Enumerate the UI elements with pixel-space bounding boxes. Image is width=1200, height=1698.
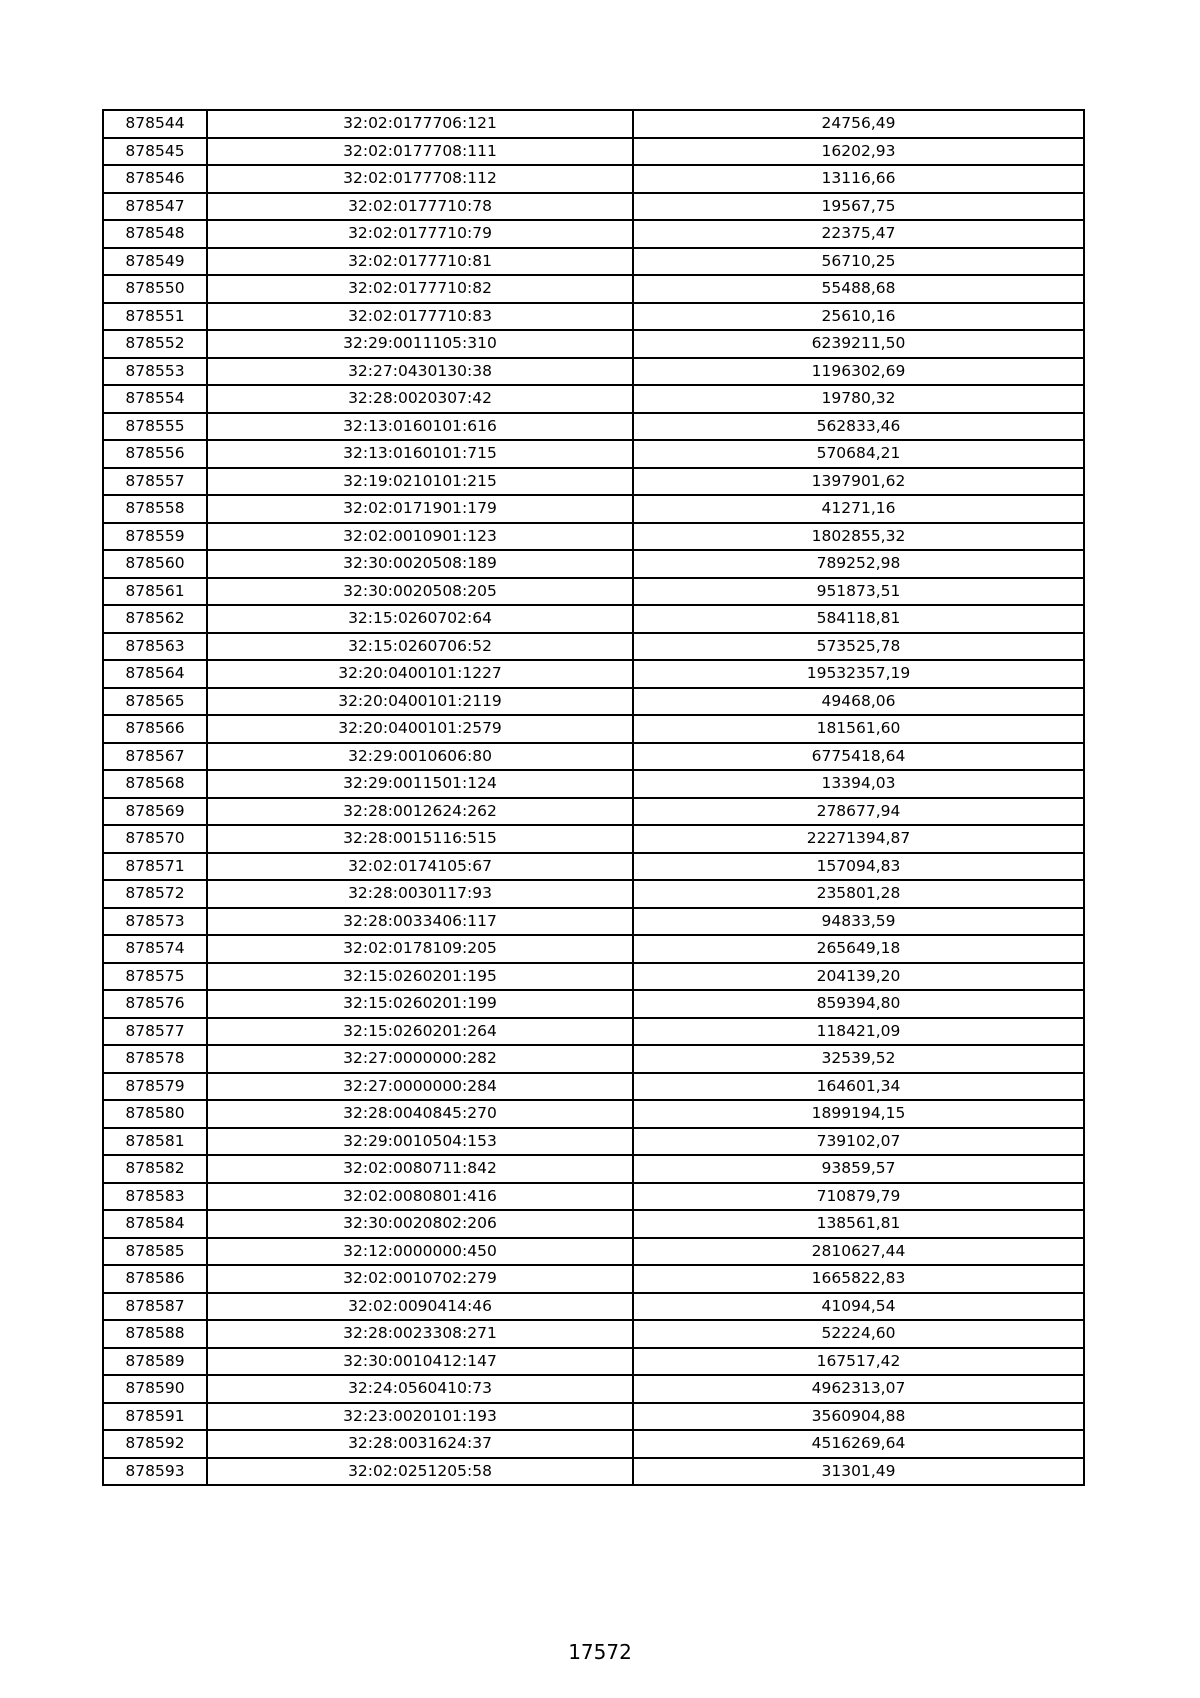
table-row — [103, 715, 1084, 743]
cadastral-value-cell: 56710,25 — [633, 248, 1084, 276]
row-number-cell: 878582 — [103, 1155, 207, 1183]
cadastral-number-cell: 32:28:0023308:271 — [207, 1320, 633, 1348]
cadastral-number-cell: 32:15:0260201:195 — [207, 963, 633, 991]
cadastral-value-cell: 573525,78 — [633, 633, 1084, 661]
row-number-cell: 878552 — [103, 330, 207, 358]
cadastral-number-cell: 32:29:0010504:153 — [207, 1128, 633, 1156]
table-row — [103, 193, 1084, 221]
table-row — [103, 743, 1084, 771]
cadastral-number-cell: 32:15:0260201:199 — [207, 990, 633, 1018]
cadastral-number-cell: 32:02:0177706:121 — [207, 110, 633, 138]
table-body — [103, 110, 1084, 1485]
cadastral-number-cell: 32:20:0400101:1227 — [207, 660, 633, 688]
cadastral-value-cell: 41094,54 — [633, 1293, 1084, 1321]
cadastral-value-table — [102, 109, 1085, 1486]
cadastral-value-cell: 1397901,62 — [633, 468, 1084, 496]
cadastral-value-cell: 789252,98 — [633, 550, 1084, 578]
cadastral-value-cell: 951873,51 — [633, 578, 1084, 606]
table-row — [103, 1430, 1084, 1458]
table-row — [103, 523, 1084, 551]
cadastral-number-cell: 32:19:0210101:215 — [207, 468, 633, 496]
cadastral-number-cell: 32:30:0020508:205 — [207, 578, 633, 606]
row-number-cell: 878579 — [103, 1073, 207, 1101]
cadastral-value-cell: 710879,79 — [633, 1183, 1084, 1211]
cadastral-number-cell: 32:20:0400101:2579 — [207, 715, 633, 743]
cadastral-number-cell: 32:02:0177710:78 — [207, 193, 633, 221]
cadastral-value-cell: 167517,42 — [633, 1348, 1084, 1376]
cadastral-value-cell: 24756,49 — [633, 110, 1084, 138]
table-row — [103, 495, 1084, 523]
table-row — [103, 468, 1084, 496]
row-number-cell: 878568 — [103, 770, 207, 798]
cadastral-value-cell: 138561,81 — [633, 1210, 1084, 1238]
table-row — [103, 1210, 1084, 1238]
cadastral-value-cell: 55488,68 — [633, 275, 1084, 303]
row-number-cell: 878562 — [103, 605, 207, 633]
cadastral-value-cell: 739102,07 — [633, 1128, 1084, 1156]
cadastral-number-cell: 32:02:0090414:46 — [207, 1293, 633, 1321]
cadastral-number-cell: 32:15:0260702:64 — [207, 605, 633, 633]
cadastral-value-cell: 1665822,83 — [633, 1265, 1084, 1293]
cadastral-number-cell: 32:02:0010901:123 — [207, 523, 633, 551]
cadastral-value-cell: 6775418,64 — [633, 743, 1084, 771]
cadastral-number-cell: 32:29:0010606:80 — [207, 743, 633, 771]
table-row — [103, 853, 1084, 881]
cadastral-number-cell: 32:24:0560410:73 — [207, 1375, 633, 1403]
table-row — [103, 330, 1084, 358]
cadastral-value-cell: 52224,60 — [633, 1320, 1084, 1348]
cadastral-number-cell: 32:27:0000000:284 — [207, 1073, 633, 1101]
cadastral-value-cell: 204139,20 — [633, 963, 1084, 991]
cadastral-number-cell: 32:13:0160101:616 — [207, 413, 633, 441]
cadastral-number-cell: 32:02:0171901:179 — [207, 495, 633, 523]
cadastral-number-cell: 32:15:0260201:264 — [207, 1018, 633, 1046]
cadastral-number-cell: 32:28:0030117:93 — [207, 880, 633, 908]
row-number-cell: 878585 — [103, 1238, 207, 1266]
row-number-cell: 878583 — [103, 1183, 207, 1211]
table-row — [103, 1293, 1084, 1321]
cadastral-value-cell: 19780,32 — [633, 385, 1084, 413]
table-row — [103, 1403, 1084, 1431]
table-row — [103, 633, 1084, 661]
table-row — [103, 275, 1084, 303]
row-number-cell: 878575 — [103, 963, 207, 991]
row-number-cell: 878564 — [103, 660, 207, 688]
row-number-cell: 878551 — [103, 303, 207, 331]
table-row — [103, 688, 1084, 716]
table-row — [103, 1348, 1084, 1376]
cadastral-value-cell: 570684,21 — [633, 440, 1084, 468]
row-number-cell: 878573 — [103, 908, 207, 936]
cadastral-number-cell: 32:13:0160101:715 — [207, 440, 633, 468]
table-row — [103, 660, 1084, 688]
row-number-cell: 878592 — [103, 1430, 207, 1458]
cadastral-number-cell: 32:02:0010702:279 — [207, 1265, 633, 1293]
table-row — [103, 358, 1084, 386]
table-row — [103, 1045, 1084, 1073]
row-number-cell: 878549 — [103, 248, 207, 276]
cadastral-value-cell: 32539,52 — [633, 1045, 1084, 1073]
table-row — [103, 165, 1084, 193]
cadastral-number-cell: 32:30:0020508:189 — [207, 550, 633, 578]
cadastral-value-cell: 4962313,07 — [633, 1375, 1084, 1403]
row-number-cell: 878558 — [103, 495, 207, 523]
table-row — [103, 138, 1084, 166]
row-number-cell: 878553 — [103, 358, 207, 386]
table-row — [103, 908, 1084, 936]
cadastral-value-cell: 13394,03 — [633, 770, 1084, 798]
table-row — [103, 963, 1084, 991]
row-number-cell: 878593 — [103, 1458, 207, 1486]
cadastral-value-cell: 2810627,44 — [633, 1238, 1084, 1266]
cadastral-number-cell: 32:27:0430130:38 — [207, 358, 633, 386]
table-row — [103, 880, 1084, 908]
cadastral-value-cell: 19567,75 — [633, 193, 1084, 221]
cadastral-number-cell: 32:28:0020307:42 — [207, 385, 633, 413]
cadastral-number-cell: 32:30:0010412:147 — [207, 1348, 633, 1376]
row-number-cell: 878577 — [103, 1018, 207, 1046]
cadastral-value-cell: 1196302,69 — [633, 358, 1084, 386]
row-number-cell: 878570 — [103, 825, 207, 853]
row-number-cell: 878561 — [103, 578, 207, 606]
row-number-cell: 878576 — [103, 990, 207, 1018]
row-number-cell: 878572 — [103, 880, 207, 908]
row-number-cell: 878569 — [103, 798, 207, 826]
table-row — [103, 1155, 1084, 1183]
cadastral-value-cell: 93859,57 — [633, 1155, 1084, 1183]
row-number-cell: 878578 — [103, 1045, 207, 1073]
cadastral-number-cell: 32:30:0020802:206 — [207, 1210, 633, 1238]
row-number-cell: 878566 — [103, 715, 207, 743]
cadastral-value-cell: 164601,34 — [633, 1073, 1084, 1101]
table-row — [103, 1018, 1084, 1046]
table-row — [103, 248, 1084, 276]
row-number-cell: 878574 — [103, 935, 207, 963]
cadastral-value-cell: 1802855,32 — [633, 523, 1084, 551]
row-number-cell: 878571 — [103, 853, 207, 881]
cadastral-value-cell: 278677,94 — [633, 798, 1084, 826]
cadastral-number-cell: 32:02:0177710:79 — [207, 220, 633, 248]
table-row — [103, 1073, 1084, 1101]
cadastral-value-cell: 41271,16 — [633, 495, 1084, 523]
cadastral-number-cell: 32:02:0177708:111 — [207, 138, 633, 166]
row-number-cell: 878560 — [103, 550, 207, 578]
cadastral-value-cell: 19532357,19 — [633, 660, 1084, 688]
row-number-cell: 878557 — [103, 468, 207, 496]
row-number-cell: 878556 — [103, 440, 207, 468]
cadastral-value-cell: 859394,80 — [633, 990, 1084, 1018]
cadastral-value-cell: 1899194,15 — [633, 1100, 1084, 1128]
cadastral-value-cell: 4516269,64 — [633, 1430, 1084, 1458]
cadastral-value-cell: 235801,28 — [633, 880, 1084, 908]
cadastral-number-cell: 32:27:0000000:282 — [207, 1045, 633, 1073]
row-number-cell: 878565 — [103, 688, 207, 716]
row-number-cell: 878559 — [103, 523, 207, 551]
row-number-cell: 878587 — [103, 1293, 207, 1321]
table-row — [103, 413, 1084, 441]
table-row — [103, 1320, 1084, 1348]
cadastral-number-cell: 32:29:0011501:124 — [207, 770, 633, 798]
cadastral-value-cell: 3560904,88 — [633, 1403, 1084, 1431]
cadastral-value-cell: 25610,16 — [633, 303, 1084, 331]
table-row — [103, 303, 1084, 331]
cadastral-value-cell: 118421,09 — [633, 1018, 1084, 1046]
cadastral-value-cell: 6239211,50 — [633, 330, 1084, 358]
cadastral-number-cell: 32:02:0251205:58 — [207, 1458, 633, 1486]
table-row — [103, 550, 1084, 578]
cadastral-value-cell: 13116,66 — [633, 165, 1084, 193]
row-number-cell: 878580 — [103, 1100, 207, 1128]
cadastral-number-cell: 32:02:0178109:205 — [207, 935, 633, 963]
table-row — [103, 1100, 1084, 1128]
cadastral-number-cell: 32:02:0177710:82 — [207, 275, 633, 303]
cadastral-number-cell: 32:28:0040845:270 — [207, 1100, 633, 1128]
cadastral-value-cell: 22271394,87 — [633, 825, 1084, 853]
table-row — [103, 935, 1084, 963]
row-number-cell: 878563 — [103, 633, 207, 661]
row-number-cell: 878550 — [103, 275, 207, 303]
table-row — [103, 1458, 1084, 1486]
cadastral-number-cell: 32:15:0260706:52 — [207, 633, 633, 661]
row-number-cell: 878588 — [103, 1320, 207, 1348]
row-number-cell: 878586 — [103, 1265, 207, 1293]
cadastral-number-cell: 32:28:0015116:515 — [207, 825, 633, 853]
cadastral-number-cell: 32:02:0177708:112 — [207, 165, 633, 193]
table-row — [103, 440, 1084, 468]
table-row — [103, 1238, 1084, 1266]
cadastral-number-cell: 32:02:0177710:81 — [207, 248, 633, 276]
cadastral-value-cell: 181561,60 — [633, 715, 1084, 743]
table-row — [103, 825, 1084, 853]
table-row — [103, 1375, 1084, 1403]
row-number-cell: 878584 — [103, 1210, 207, 1238]
cadastral-number-cell: 32:02:0174105:67 — [207, 853, 633, 881]
cadastral-number-cell: 32:28:0012624:262 — [207, 798, 633, 826]
table-row — [103, 385, 1084, 413]
table-row — [103, 1183, 1084, 1211]
table-row — [103, 770, 1084, 798]
table-row — [103, 110, 1084, 138]
cadastral-value-cell: 157094,83 — [633, 853, 1084, 881]
row-number-cell: 878544 — [103, 110, 207, 138]
cadastral-number-cell: 32:28:0031624:37 — [207, 1430, 633, 1458]
cadastral-number-cell: 32:20:0400101:2119 — [207, 688, 633, 716]
cadastral-value-cell: 16202,93 — [633, 138, 1084, 166]
cadastral-number-cell: 32:02:0080801:416 — [207, 1183, 633, 1211]
row-number-cell: 878591 — [103, 1403, 207, 1431]
row-number-cell: 878546 — [103, 165, 207, 193]
cadastral-value-cell: 22375,47 — [633, 220, 1084, 248]
cadastral-value-cell: 49468,06 — [633, 688, 1084, 716]
row-number-cell: 878555 — [103, 413, 207, 441]
row-number-cell: 878590 — [103, 1375, 207, 1403]
cadastral-value-cell: 265649,18 — [633, 935, 1084, 963]
cadastral-number-cell: 32:02:0177710:83 — [207, 303, 633, 331]
row-number-cell: 878547 — [103, 193, 207, 221]
row-number-cell: 878554 — [103, 385, 207, 413]
cadastral-number-cell: 32:28:0033406:117 — [207, 908, 633, 936]
cadastral-number-cell: 32:29:0011105:310 — [207, 330, 633, 358]
cadastral-number-cell: 32:02:0080711:842 — [207, 1155, 633, 1183]
cadastral-value-cell: 31301,49 — [633, 1458, 1084, 1486]
cadastral-value-cell: 584118,81 — [633, 605, 1084, 633]
row-number-cell: 878545 — [103, 138, 207, 166]
row-number-cell: 878589 — [103, 1348, 207, 1376]
table-row — [103, 1265, 1084, 1293]
row-number-cell: 878581 — [103, 1128, 207, 1156]
table-row — [103, 578, 1084, 606]
cadastral-number-cell: 32:23:0020101:193 — [207, 1403, 633, 1431]
table-row — [103, 605, 1084, 633]
cadastral-value-cell: 562833,46 — [633, 413, 1084, 441]
page-number: 17572 — [568, 1640, 632, 1664]
cadastral-value-cell: 94833,59 — [633, 908, 1084, 936]
table-row — [103, 220, 1084, 248]
table-row — [103, 1128, 1084, 1156]
row-number-cell: 878548 — [103, 220, 207, 248]
cadastral-number-cell: 32:12:0000000:450 — [207, 1238, 633, 1266]
table-row — [103, 990, 1084, 1018]
table-row — [103, 798, 1084, 826]
row-number-cell: 878567 — [103, 743, 207, 771]
